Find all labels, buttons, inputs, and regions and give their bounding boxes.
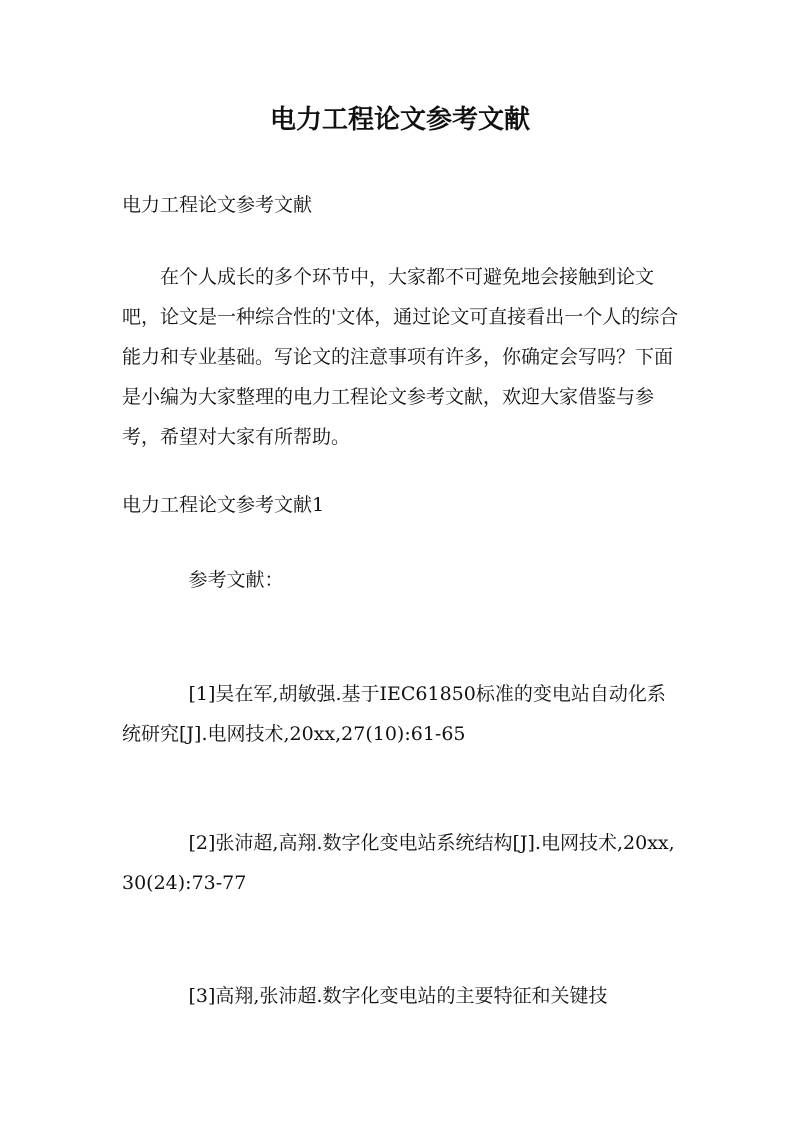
reference-item: [2]张沛超,高翔.数字化变电站系统结构[J].电网技术,20xx,30(24):73-77 xyxy=(122,832,675,894)
references-label: 参考文献： xyxy=(188,569,284,591)
reference-item: [1]吴在军,胡敏强.基于IEC61850标准的变电站自动化系统研究[J].电网技术,20xx,27(10):61-65 xyxy=(122,683,666,745)
section-heading: 电力工程论文参考文献1 xyxy=(122,494,325,516)
reference-item: [3]高翔,张沛超.数字化变电站的主要特征和关键技 xyxy=(188,985,608,1007)
document-subtitle: 电力工程论文参考文献 xyxy=(122,194,313,216)
intro-paragraph: 在个人成长的多个环节中，大家都不可避免地会接触到论文吧，论文是一种综合性的'文体，通过论文可直接看出一个人的综合能力和专业基础。写论文的注意事项有许多，你确定会写吗？下面是小编为大家整理的电力工程论文参考文献，欢迎大家借鉴与参考，希望对大家有所帮助。 xyxy=(122,266,679,448)
document-title: 电力工程论文参考文献 xyxy=(269,105,530,135)
